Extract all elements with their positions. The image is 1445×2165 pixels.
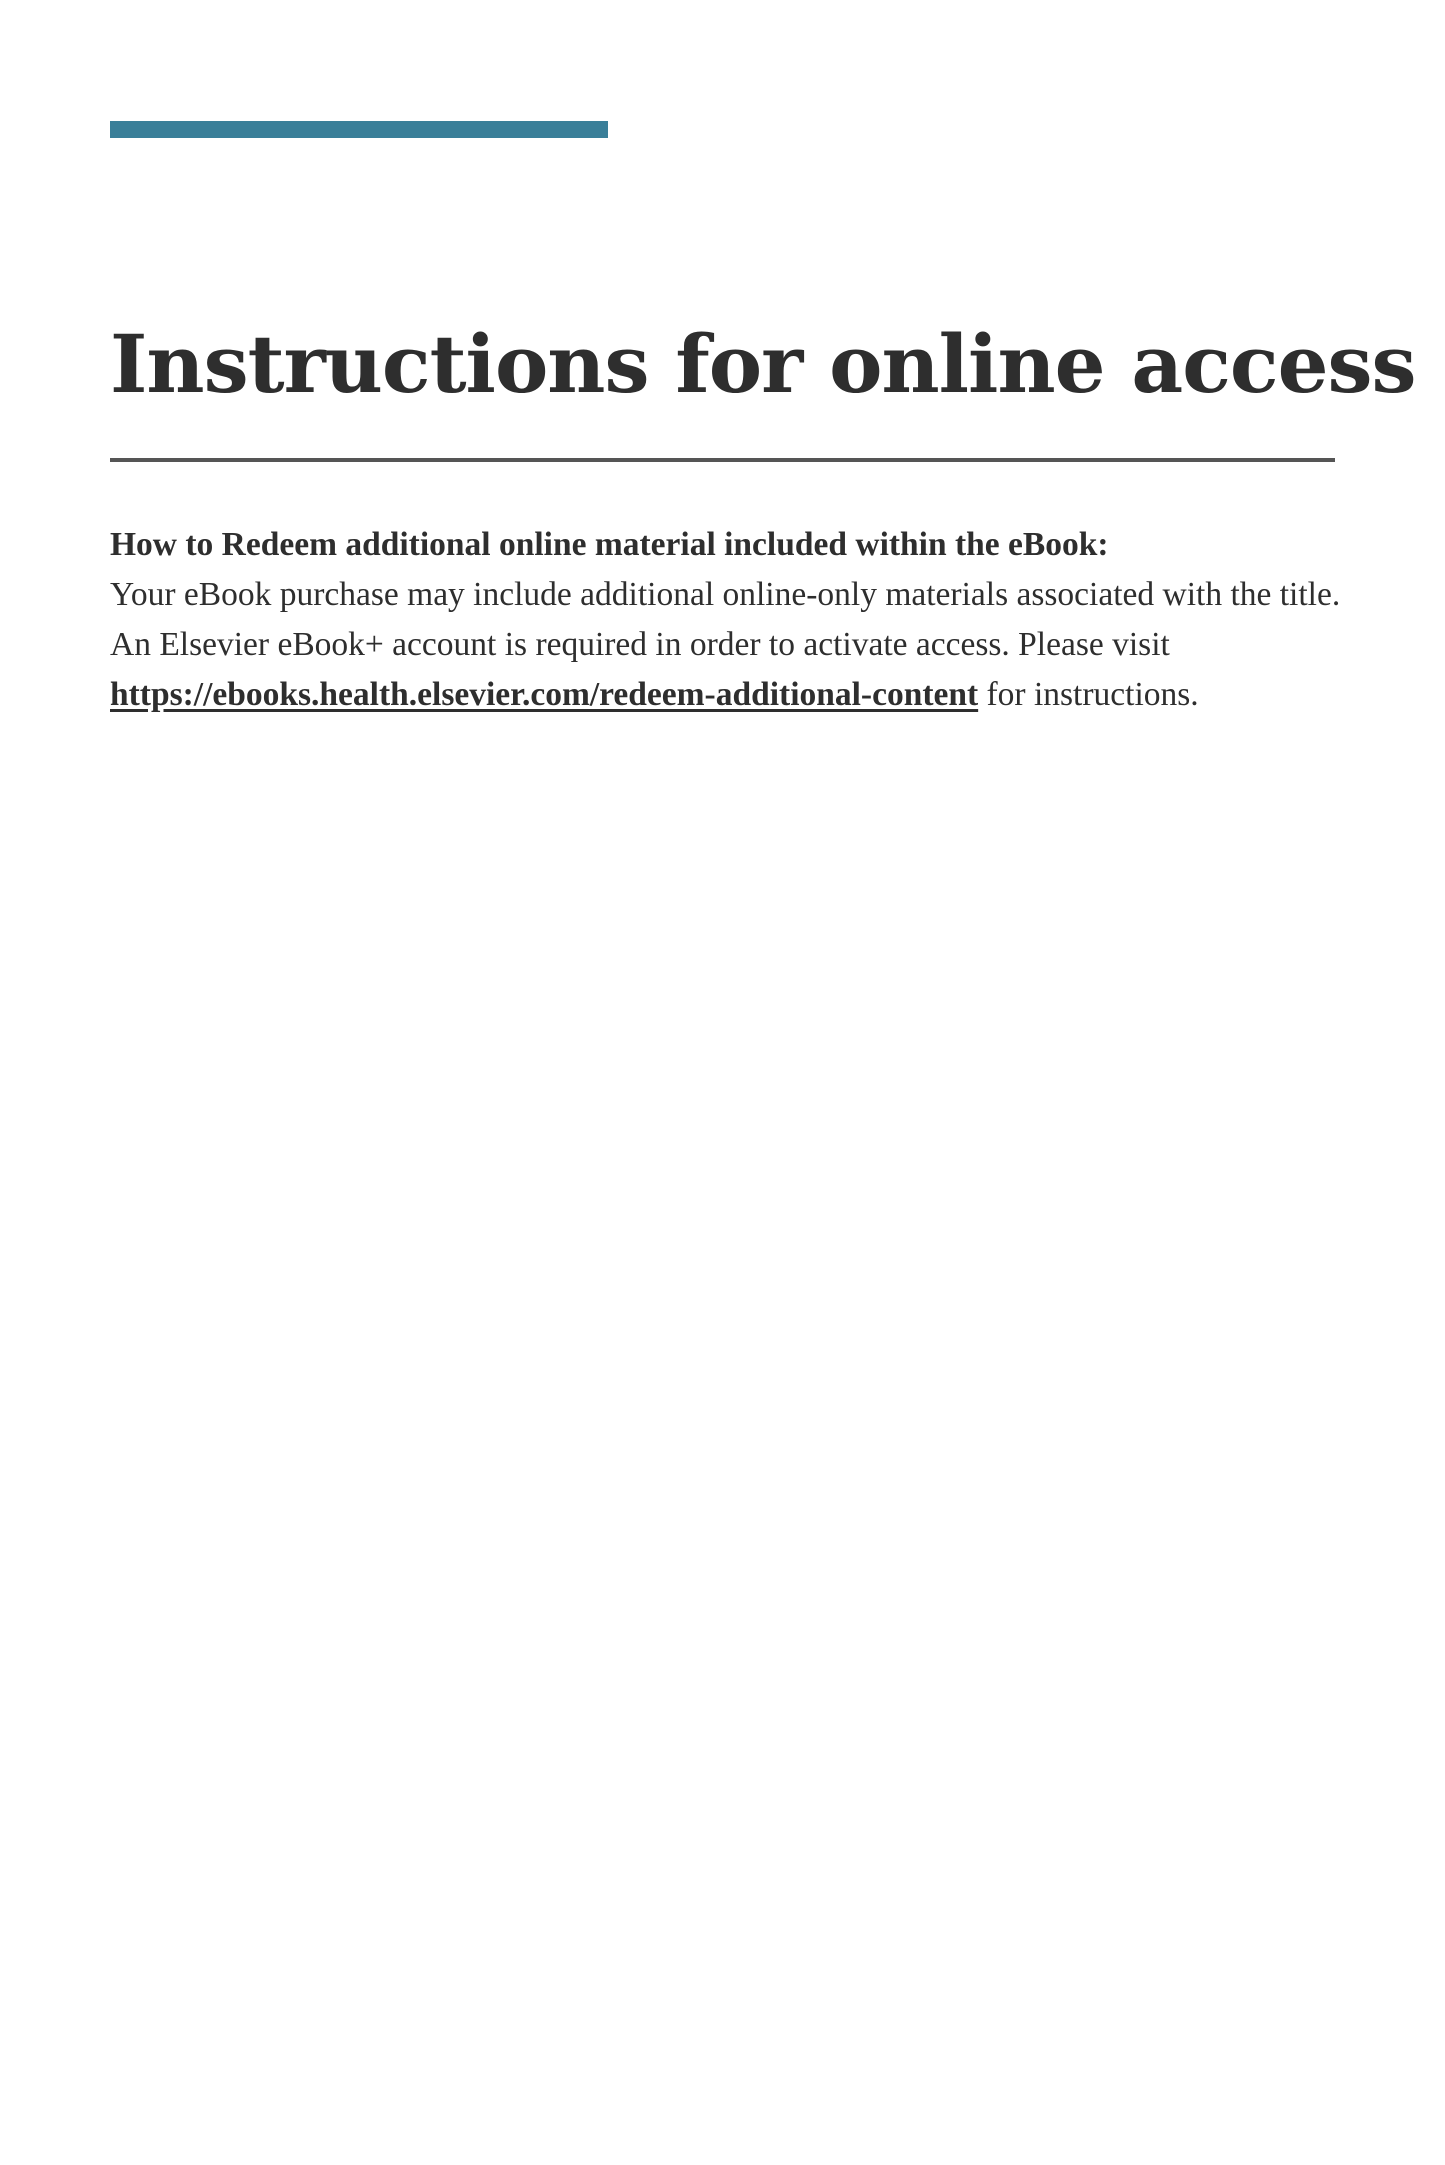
accent-bar <box>110 121 608 138</box>
body-text-outro: for instructions. <box>978 676 1199 713</box>
title-divider <box>110 458 1335 462</box>
redeem-paragraph <box>110 520 1345 720</box>
page-title: Instructions for online access <box>110 317 1416 411</box>
redeem-link[interactable]: https://ebooks.health.elsevier.com/redeem-additional-content <box>110 676 979 713</box>
body-text-intro: Your eBook purchase may include additional online-only materials associated with the title. An Elsevier eBook+ account is required in order to activate access. Please visit <box>110 576 1341 663</box>
section-heading: How to Redeem additional online material included within the eBook: <box>110 526 1109 563</box>
redeem-section <box>110 520 1345 720</box>
